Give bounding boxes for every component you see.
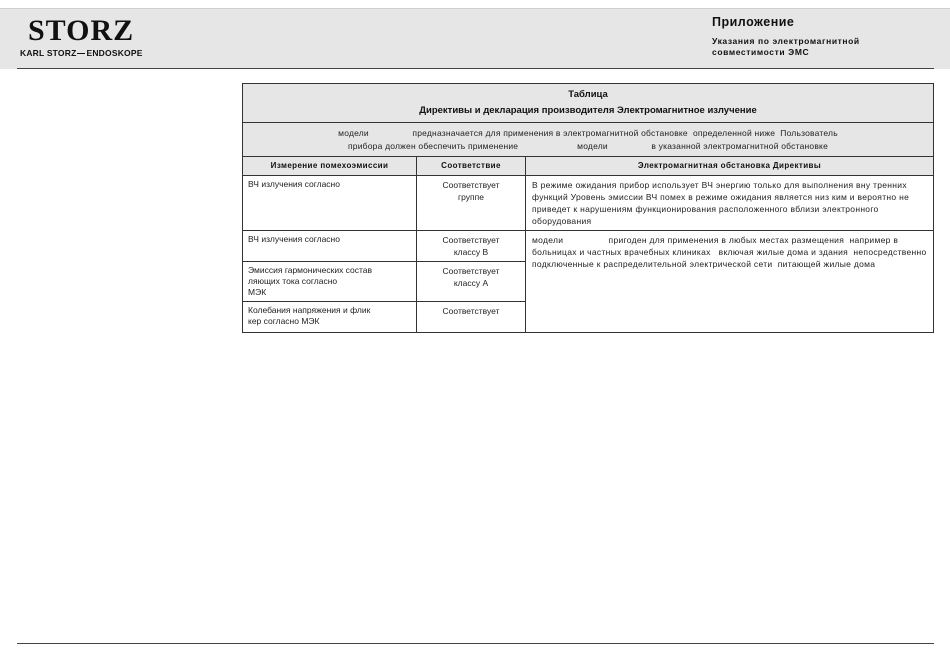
table-caption-title: Таблица	[568, 89, 608, 100]
measurement-cell	[243, 262, 417, 302]
measurement-text: Эмиссия гармонических состав	[248, 265, 373, 275]
measurement-text-3: МЭК	[248, 287, 267, 297]
table-header-row	[243, 157, 934, 176]
environment-cell	[526, 176, 934, 231]
measurement-text: ВЧ излучения согласно	[248, 179, 340, 189]
footer-divider	[17, 643, 934, 644]
page-subtitle	[712, 36, 860, 58]
table-intro	[243, 123, 934, 157]
measurement-cell	[243, 302, 417, 333]
environment-cell	[526, 231, 934, 333]
measurement-text-2: кер согласно МЭК	[248, 316, 320, 326]
measurement-cell	[243, 176, 417, 231]
compliance-cell	[417, 231, 526, 262]
emission-table	[242, 83, 934, 333]
table-caption-heading: Директивы и декларация производителя Электромагнитное излучение	[419, 105, 757, 116]
compliance-text-2: классу A	[453, 278, 489, 288]
column-header-measurement: Измерение помехоэмиссии	[243, 157, 417, 176]
logo-right-text: ENDOSKOPE	[86, 48, 143, 58]
compliance-text: Соответствует	[442, 235, 500, 245]
compliance-cell	[417, 262, 526, 302]
compliance-text: Соответствует	[442, 266, 500, 276]
column-header-compliance: Соответствие	[417, 157, 526, 176]
table-intro-line2: прибора должен обеспечить применение модели в указанной электромагнитной обстановке	[347, 141, 828, 151]
measurement-cell	[243, 231, 417, 262]
measurement-text-2: ляющих тока согласно	[248, 276, 338, 286]
table-caption	[243, 84, 934, 123]
table-intro-line1: модели предназначается для применения в электромагнитной обстановке определенной ниже Пользователь	[338, 128, 838, 138]
compliance-text: Соответствует	[442, 306, 500, 316]
column-header-environment: Электромагнитная обстановка Директивы	[526, 157, 934, 176]
compliance-text-2: группе	[458, 192, 484, 202]
environment-text: В режиме ожидания прибор использует ВЧ энергию только для выполнения вну тренних функций Уровень эмиссии ВЧ помех в режиме ожидания является низ ким и вероятно не приведет к нарушениям функционирования расположенного вблизи электронного оборудования	[532, 180, 910, 226]
header-divider	[17, 68, 934, 69]
page-subtitle-line2: совместимости ЭМС	[712, 47, 810, 57]
emission-table-container	[242, 83, 934, 333]
logo-wordmark: STORZ	[28, 14, 135, 47]
page-subtitle-line1: Указания по электромагнитной	[712, 36, 860, 46]
compliance-cell	[417, 302, 526, 333]
environment-text: модели пригоден для применения в любых местах размещения например в больницах и частных врачебных клиниках включая жилые дома и здания непосредственно подключенные к распределительной электрической сети питающей жилые дома	[532, 235, 930, 269]
compliance-cell	[417, 176, 526, 231]
compliance-text: Соответствует	[442, 180, 500, 190]
logo-subline	[20, 48, 143, 58]
page-title: Приложение	[712, 15, 795, 29]
storz-logo	[20, 14, 160, 62]
measurement-text: ВЧ излучения согласно	[248, 234, 340, 244]
compliance-text-2: классу B	[453, 247, 489, 257]
table-row	[243, 176, 934, 231]
logo-dash	[77, 53, 85, 54]
measurement-text: Колебания напряжения и флик	[248, 305, 371, 315]
logo-left-text: KARL STORZ	[20, 48, 77, 58]
table-row	[243, 231, 934, 262]
